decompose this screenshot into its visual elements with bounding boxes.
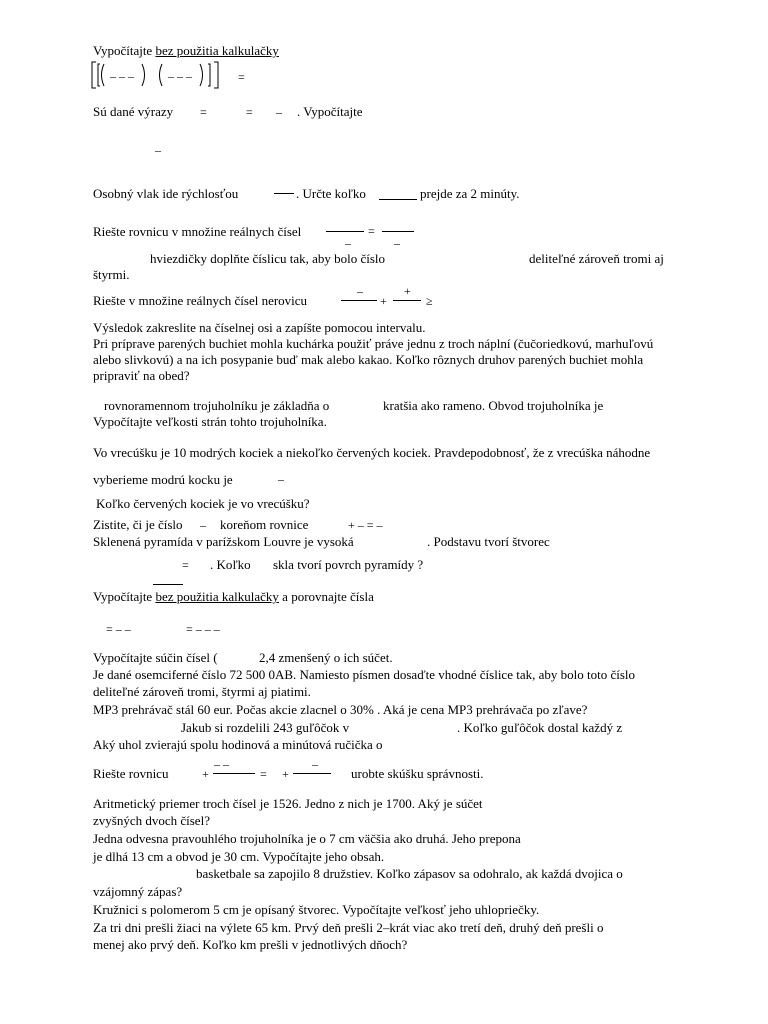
blank-underline xyxy=(379,199,417,200)
triangle-text-1 xyxy=(104,398,329,414)
shorter-text: kratšia ako rameno. Obvod trojuholníka je xyxy=(383,398,604,413)
right-triangle-text-2: je dlhá 13 cm a obvod je 30 cm. Vypočítajte jeho obsah. xyxy=(93,849,385,864)
marbles-divided-text: Jakub si rozdelili 243 guľôčok v xyxy=(181,720,350,735)
stars-task-end xyxy=(93,267,129,283)
basketball-text-1: basketbale sa zapojilo 8 družstiev. Koľko zápasov sa odohralo, ak každá dvojica o xyxy=(196,866,623,881)
train-task xyxy=(93,186,238,202)
equation2-task-cont xyxy=(351,766,484,782)
denominator-minus-2: – xyxy=(394,236,400,250)
no-calculator-underlined: bez použitia kalkulačky xyxy=(155,43,279,58)
inequality-text: Riešte v množine reálnych čísel nerovicu xyxy=(93,293,308,308)
expr-equals-1: = xyxy=(200,105,207,119)
fraction-bar-left xyxy=(326,231,364,232)
task-1-heading xyxy=(93,43,279,59)
given-expressions-label: Sú dané výrazy xyxy=(93,104,174,119)
solve-equation-text: Riešte rovnicu xyxy=(93,766,169,781)
eq2-bar-2 xyxy=(293,773,331,774)
trip-text-2: menej ako prvý deň. Koľko km prešli v jednotlivých dňoch? xyxy=(93,937,408,952)
eq2-plus-2: + xyxy=(282,767,289,781)
product-text: Vypočítajte súčin čísel ( xyxy=(93,650,218,665)
equals-sign: = xyxy=(238,70,245,84)
expr-minus: – xyxy=(276,105,282,119)
triangle-text-1b xyxy=(383,398,603,414)
ineq-top-minus: – xyxy=(357,284,363,298)
product-task-cont xyxy=(259,650,393,666)
root-text: Zistite, či je číslo xyxy=(93,517,183,532)
compare-expr-b: = – – – xyxy=(186,622,220,636)
circle-square-text: Kružnici s polomerom 5 cm je opísaný štvorec. Vypočítajte veľkosť jeho uhlopriečky. xyxy=(93,902,540,917)
four-text: štyrmi. xyxy=(93,267,130,282)
equation-root-text: koreňom rovnice xyxy=(220,517,309,532)
eq2-plus-1: + xyxy=(202,767,209,781)
root-task-cont xyxy=(220,517,308,533)
inequality-task xyxy=(93,293,307,309)
check-text: urobte skúšku správnosti. xyxy=(351,766,484,781)
pyramid-text-1b xyxy=(427,534,550,550)
equation-task xyxy=(93,224,301,240)
fraction-bar xyxy=(274,193,294,194)
mean-text-1: Aritmetický priemer troch čísel je 1526. Jedno z nich je 1700. Aký je súčet xyxy=(93,796,483,811)
cubes-text-1: Vo vrecúšku je 10 modrých kociek a niekoľko červených kociek. Pravdepodobnosť, že z vrecúška náhodne xyxy=(93,445,651,460)
task-2-text xyxy=(93,104,173,120)
trip-text-1: Za tri dni prešli žiaci na výlete 65 km. Prvý deň prešli 2–krát viac ako tretí deň, druhý deň prešli o xyxy=(93,920,604,935)
fraction-bar-right xyxy=(382,231,414,232)
isosceles-text: rovnoramennom trojuholníku je základňa o xyxy=(104,398,330,413)
eq2-bar-1 xyxy=(213,773,255,774)
compare-task xyxy=(93,589,374,605)
ineq-top-plus: + xyxy=(404,284,411,298)
pyramid-equals: = xyxy=(182,558,189,572)
probability-minus: – xyxy=(278,472,284,486)
product-task xyxy=(93,650,218,666)
pyramid-base-text: . Podstavu tvorí štvorec xyxy=(427,534,550,549)
expr-equals-2: = xyxy=(246,105,253,119)
buns-text-2: alebo slivkovú) a na ich posypanie buď mak alebo kakao. Koľko rôznych druhov parených buchiet mohla xyxy=(93,352,644,367)
train-task-cont xyxy=(296,186,366,202)
pyramid-howmuch: . Koľko xyxy=(210,557,251,572)
train-minutes-text: prejde za 2 minúty. xyxy=(420,186,520,201)
train-speed-text: Osobný vlak ide rýchlosťou xyxy=(93,186,239,201)
divisible-text: deliteľné zároveň tromi aj xyxy=(529,251,664,266)
marbles-each-text: . Koľko guľôčok dostal každý z xyxy=(457,720,623,735)
buns-text-1: Pri príprave parených buchiet mohla kuchárka použiť práve jednu z troch náplní (čučoriedkovú, marhuľovú xyxy=(93,336,654,351)
bracket-inner-2: – – – xyxy=(168,69,192,83)
pyramid-height-text: Sklenená pyramída v parížskom Louvre je vysoká xyxy=(93,534,354,549)
no-calculator-underlined-2: bez použitia kalkulačky xyxy=(155,589,279,604)
compare-text: Vypočítajte xyxy=(93,589,156,604)
train-task-end xyxy=(420,186,520,202)
root-task xyxy=(93,517,183,533)
stars-task xyxy=(150,251,385,267)
root-minus: – xyxy=(200,518,206,532)
stars-text: hviezdičky doplňte číslicu tak, aby bolo číslo xyxy=(150,251,386,266)
ineq-bar-1 xyxy=(341,300,377,301)
triangle-text-2: Vypočítajte veľkosti strán tohto trojuholníka. xyxy=(93,414,327,429)
compare-numbers-text: a porovnajte čísla xyxy=(278,589,374,604)
ineq-plus: + xyxy=(380,294,387,308)
pyramid-text-2b xyxy=(273,557,423,573)
clock-text: Aký uhol zvierajú spolu hodinová a minútová ručička o xyxy=(93,737,383,752)
short-rule xyxy=(153,584,183,585)
lone-minus: – xyxy=(155,143,161,157)
equation-equals: = xyxy=(368,224,375,238)
cubes-question: Koľko červených kociek je vo vrecúšku? xyxy=(96,496,310,511)
basketball-text-2: vzájomný zápas? xyxy=(93,884,183,899)
right-triangle-text-1: Jedna odvesna pravouhlého trojuholníka je o 7 cm väčšia ako druhá. Jeho prepona xyxy=(93,831,521,846)
mean-text-2: zvyšných dvoch čísel? xyxy=(93,813,210,828)
train-determine-text: . Určte koľko xyxy=(296,186,366,201)
pyramid-glass-text: skla tvorí povrch pyramídy ? xyxy=(273,557,424,572)
marbles-text xyxy=(181,720,349,736)
eq2-top-minuses: – – xyxy=(214,757,229,771)
pyramid-text-2 xyxy=(210,557,251,573)
number-axis-text: Výsledok zakreslite na číselnej osi a zapíšte pomocou intervalu. xyxy=(93,320,426,335)
root-equation-rest: + – = – xyxy=(348,518,383,532)
stars-task-cont xyxy=(529,251,664,267)
task-2-compute xyxy=(297,104,362,120)
mp3-text: MP3 prehrávač stál 60 eur. Počas akcie zlacnel o 30% . Aká je cena MP3 prehrávača po zľave? xyxy=(93,702,588,717)
product-decreased-text: 2,4 zmenšený o ich súčet. xyxy=(259,650,393,665)
compare-expr-a: = – – xyxy=(106,622,131,636)
ineq-ge: ≥ xyxy=(426,294,433,308)
equation2-task xyxy=(93,766,168,782)
ineq-bar-2 xyxy=(393,300,421,301)
buns-text-3: pripraviť na obed? xyxy=(93,368,190,383)
denominator-minus-1: – xyxy=(345,236,351,250)
equation-text: Riešte rovnicu v množine reálnych čísel xyxy=(93,224,302,239)
compute-label: . Vypočítajte xyxy=(297,104,363,119)
eq2-equals: = xyxy=(260,767,267,781)
cubes-text-2 xyxy=(93,472,233,488)
marbles-text-cont xyxy=(457,720,622,736)
task-text: Vypočítajte xyxy=(93,43,156,58)
eq2-top-minus: – xyxy=(312,757,318,771)
bracket-inner-1: – – – xyxy=(110,69,134,83)
pyramid-text-1 xyxy=(93,534,354,550)
eight-digit-text-2: deliteľné zároveň tromi, štyrmi aj piatimi. xyxy=(93,684,311,699)
probability-text: vyberieme modrú kocku je xyxy=(93,472,233,487)
eight-digit-text-1: Je dané osemciferné číslo 72 500 0AB. Namiesto písmen dosaďte vhodné číslice tak, aby bolo toto číslo xyxy=(93,667,636,682)
